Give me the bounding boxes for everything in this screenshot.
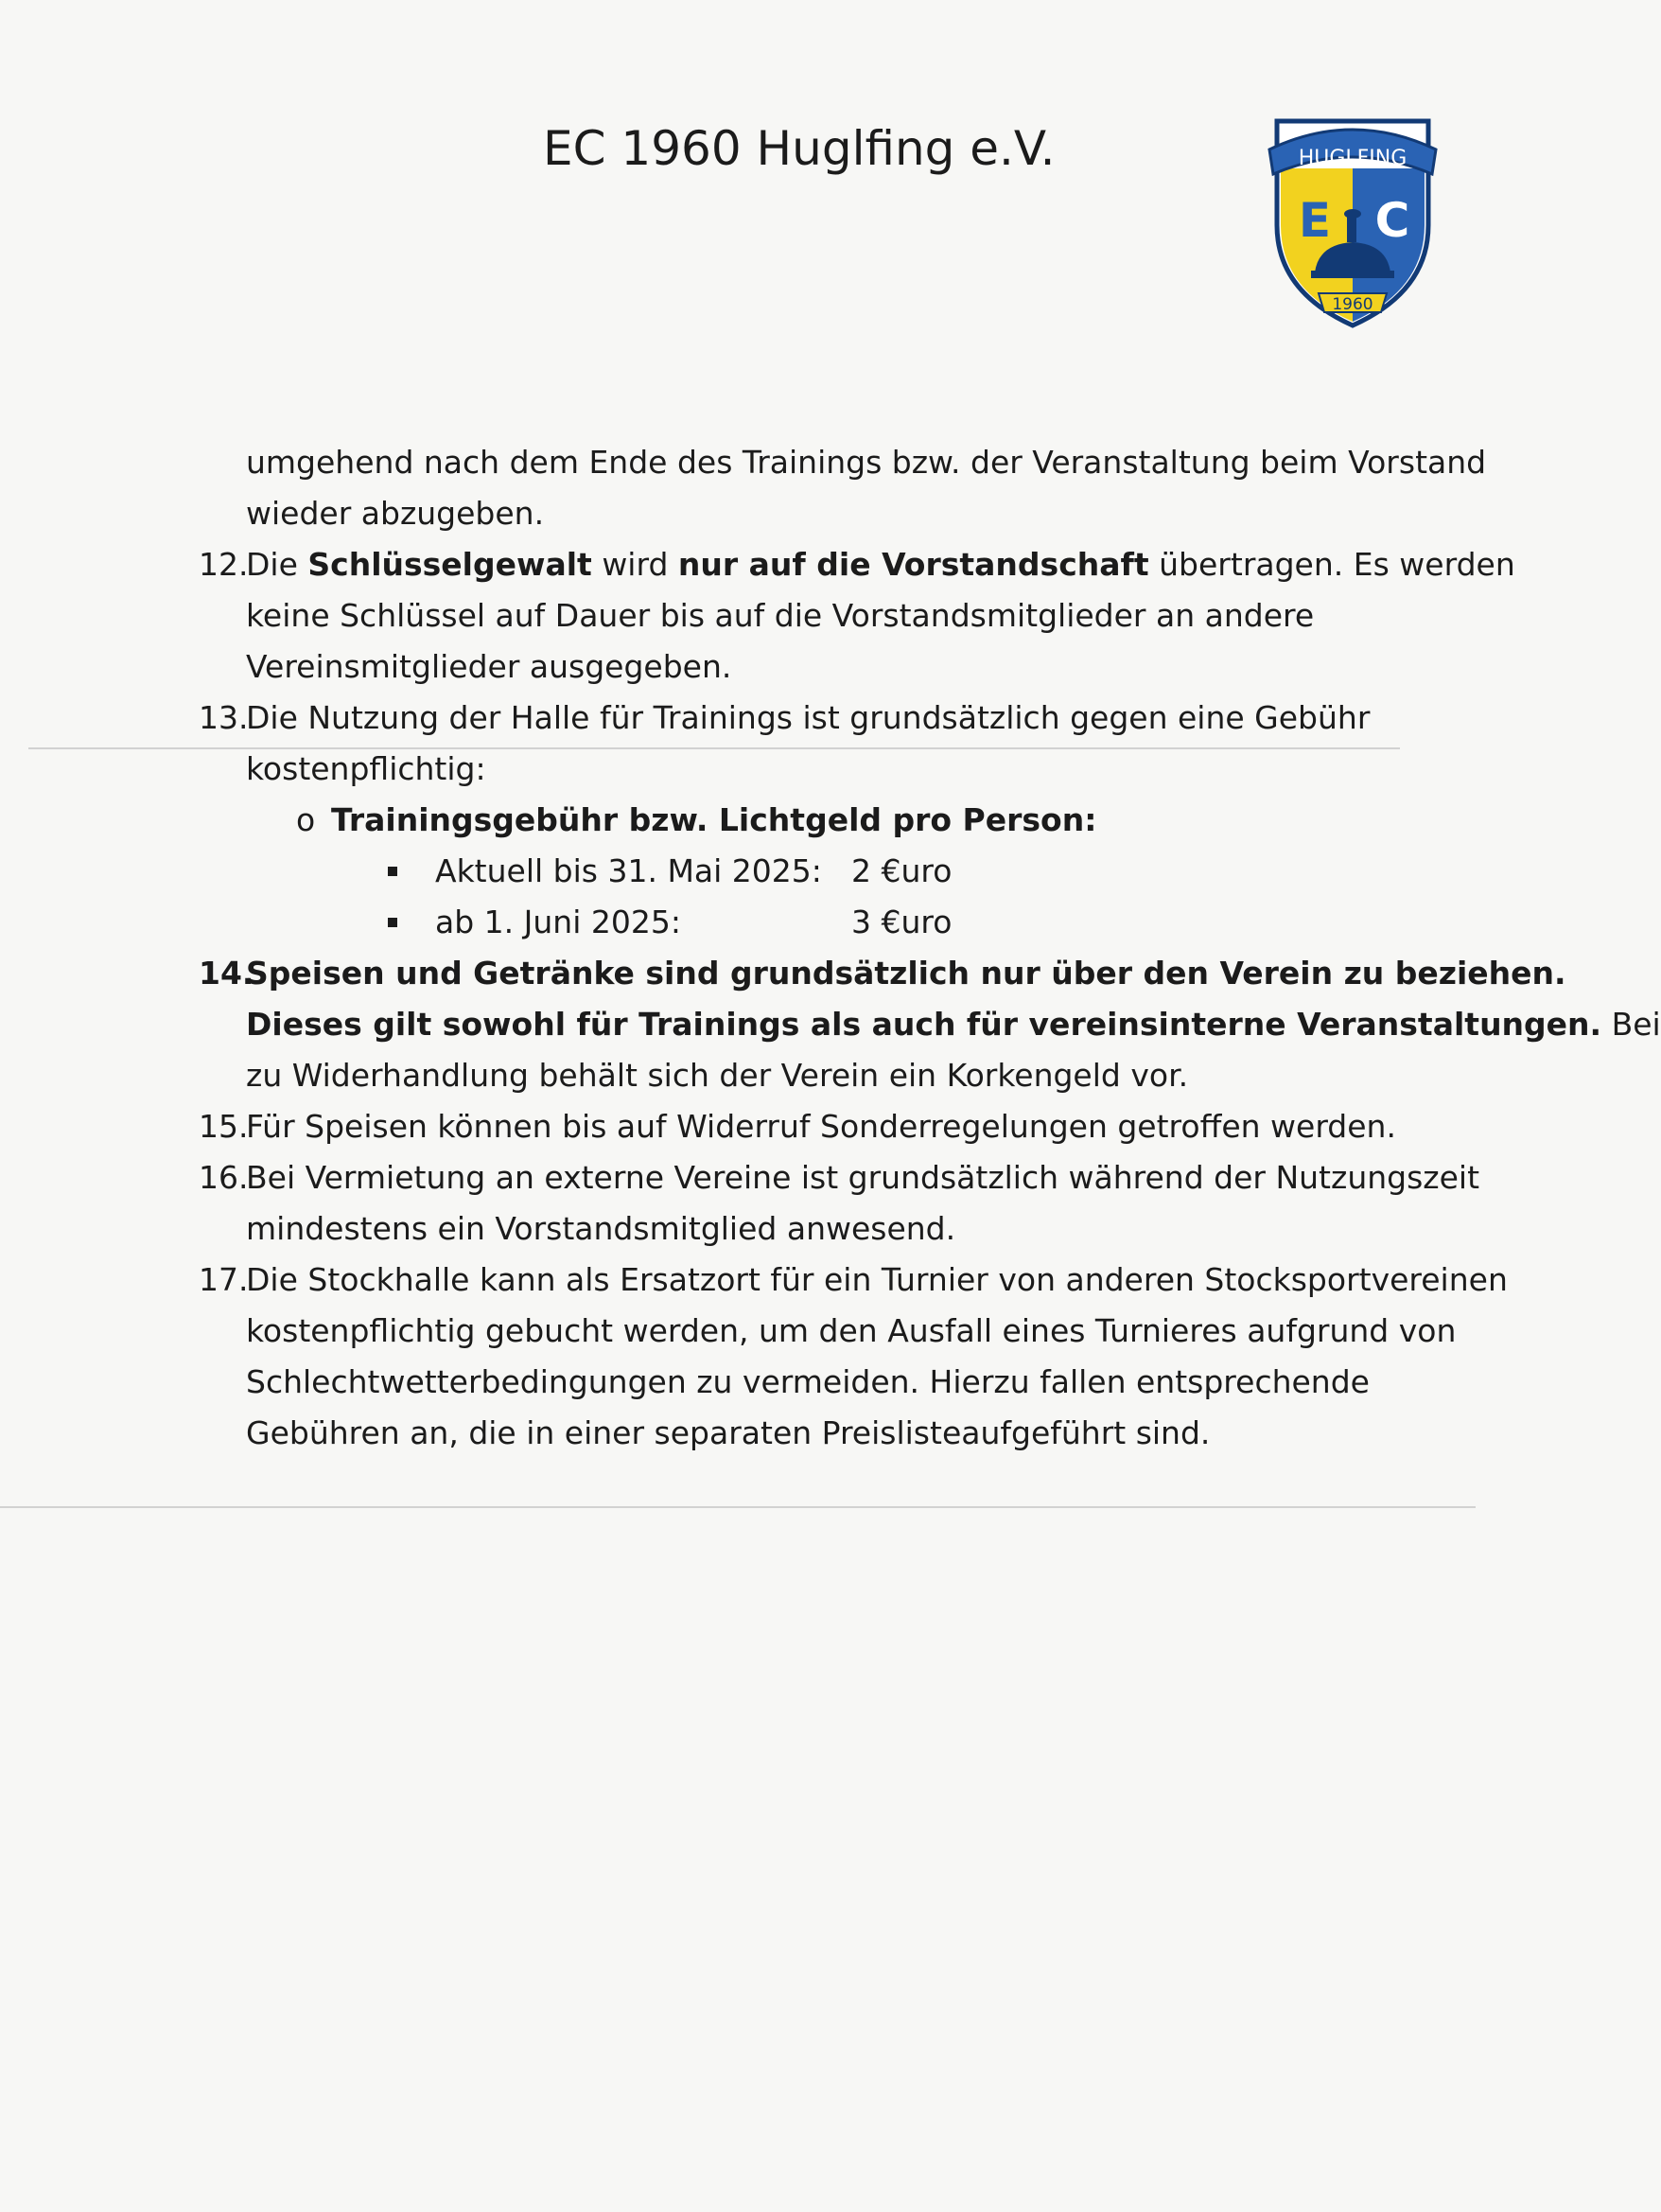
text-line: zu Widerhandlung behält sich der Verein ein Korkengeld vor. [246,1057,1189,1094]
fee-row [199,846,1485,897]
scan-fold-line-bottom [0,1506,1476,1508]
document-body [199,437,1661,1459]
bold-text: Dieses gilt sowohl für Trainings als auch für vereinsinterne Veranstaltungen. [246,1006,1602,1043]
club-logo [1266,112,1440,331]
text-run: Die [246,546,308,583]
text-line: Für Speisen können bis auf Widerruf Sonderregelungen getroffen werden. [246,1108,1396,1145]
item-number: 16. [199,1159,249,1196]
fee-row [199,897,1485,948]
fee-value: 3 €uro [851,904,953,940]
item-number: 17. [199,1261,249,1298]
text-line: kostenpflichtig: [246,750,486,787]
text-line [435,846,1485,897]
fee-heading [199,795,1485,846]
list-item-16 [199,1152,1485,1255]
fee-value: 2 €uro [851,852,953,889]
text-run: wird [591,546,678,583]
text-line: mindestens ein Vorstandsmitglied anwesend. [246,1210,956,1247]
bold-text: Speisen und Getränke sind grundsätzlich nur über den Verein zu beziehen. [246,955,1566,992]
fee-label: ab 1. Juni 2025: [435,904,681,940]
text-line [435,897,1485,948]
list-item-15 [199,1101,1485,1152]
list-item-13 [199,693,1485,795]
text-line: Die Nutzung der Halle für Trainings ist grundsätzlich gegen eine Gebühr [246,699,1371,736]
text-line [246,539,1515,590]
text-line: kostenpflichtig gebucht werden, um den Ausfall eines Turnieres aufgrund von [246,1312,1457,1349]
logo-top-text: HUGLFING [1298,147,1407,170]
text-line: Gebühren an, die in einer separaten Preislisteaufgeführt sind. [246,1414,1211,1451]
text-line: Bei Vermietung an externe Vereine ist grundsätzlich während der Nutzungszeit [246,1159,1480,1196]
logo-year-text: 1960 [1332,295,1373,314]
list-item-14 [199,948,1661,1101]
fee-label: Aktuell bis 31. Mai 2025: [435,852,822,889]
circle-bullet: o [296,801,316,838]
text-line: Vereinsmitglieder ausgegeben. [246,648,732,685]
item-number: 12. [199,546,249,583]
text-line: keine Schlüssel auf Dauer bis auf die Vorstandsmitglieder an andere [246,597,1315,634]
list-item-17 [199,1255,1508,1459]
text-run: übertragen. Es werden [1148,546,1515,583]
item-number: 13. [199,699,249,736]
list-item-12 [199,539,1515,693]
continuation-paragraph [199,437,1485,539]
item-number: 15. [199,1108,249,1145]
text-run: Bei [1601,1006,1661,1043]
bold-text: Schlüsselgewalt [307,546,592,583]
text-line: Die Stockhalle kann als Ersatzort für ein Turnier von anderen Stocksportvereinen [246,1261,1508,1298]
text-line: wieder abzugeben. [246,495,545,532]
logo-letter-c: C [1374,193,1410,248]
item-number: 14. [199,955,254,992]
square-bullet-icon [388,867,397,876]
text-line [246,999,1661,1050]
text-line: Schlechtwetterbedingungen zu vermeiden. Hierzu fallen entsprechende [246,1363,1370,1400]
text-line: umgehend nach dem Ende des Trainings bzw. der Veranstaltung beim Vorstand [246,444,1487,481]
bold-text: Trainingsgebühr bzw. Lichtgeld pro Person: [331,801,1097,838]
logo-letter-e: E [1298,193,1332,248]
page-title: EC 1960 Huglfing e.V. [543,121,1056,176]
square-bullet-icon [388,918,397,927]
bold-text: nur auf die Vorstandschaft [677,546,1149,583]
